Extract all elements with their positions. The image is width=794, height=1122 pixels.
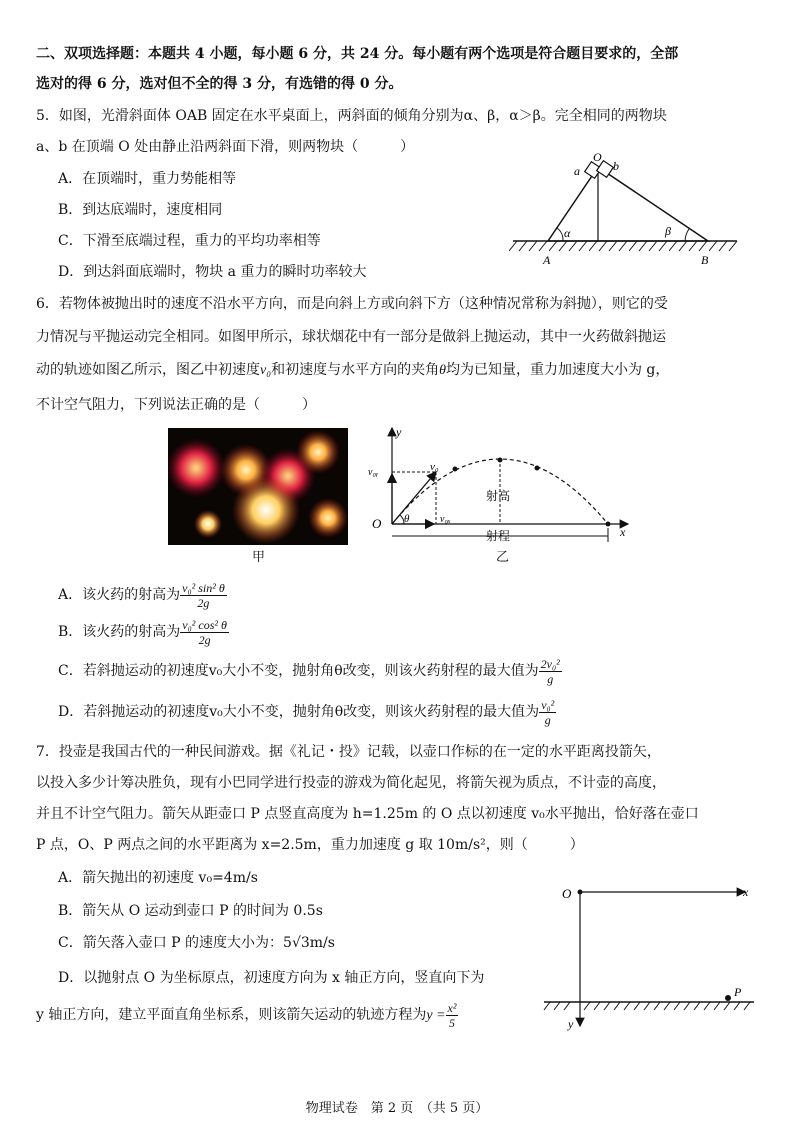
q5-option-b: B．到达底端时，速度相同: [58, 202, 223, 218]
q7-option-d-fraction: [446, 1001, 459, 1030]
q6-option-d-denominator: g: [544, 712, 551, 727]
section-heading-line1: 二、双项选择题：本题共 4 小题，每小题 6 分，共 24 分。每小题有两个选项是符合题目要求的，全部: [36, 46, 679, 62]
q6-option-c: [58, 656, 562, 686]
section-heading-line2: 选对的得 6 分，选对但不全的得 3 分，有选错的得 0 分。: [36, 76, 403, 92]
q7-stem-line4: P 点，O、P 两点之间的水平距离为 x=2.5m，重力加速度 g 取 10m/s²，则（ ）: [36, 837, 584, 853]
q6-option-b-numerator: v₀² cos² θ: [182, 617, 227, 632]
q5-label-beta: β: [665, 224, 671, 238]
q7-label-o: O: [562, 886, 572, 901]
q6-theta-symbol: θ: [439, 363, 446, 378]
fireworks-photo: [168, 428, 348, 545]
q6-option-d-numerator: v₀²: [541, 697, 555, 712]
q6-option-d-fraction: [539, 698, 556, 727]
q6-stem-line3: [36, 360, 669, 381]
q7-option-d-denominator: 5: [449, 1015, 455, 1030]
q7-option-d-line1: D．以抛射点 O 为坐标原点，初速度方向为 x 轴正方向，竖直向下为: [58, 970, 485, 986]
q6-option-c-numerator: 2v₀²: [540, 656, 560, 671]
q6-option-c-text: C．若斜抛运动的初速度v₀大小不变，抛射角θ改变，则该火药射程的最大值为: [58, 663, 539, 679]
q7-coordinate-figure: [540, 876, 760, 1036]
q6-option-a-fraction: [180, 581, 227, 610]
q6-option-a: [58, 580, 227, 610]
q6-option-a-numerator: v₀² sin² θ: [182, 580, 225, 595]
q6-option-d-text: D．若斜抛运动的初速度v₀大小不变，抛射角θ改变，则该火药射程的最大值为: [58, 704, 540, 720]
q6-v0-symbol: v₀: [260, 363, 272, 378]
q6-option-b-fraction: [180, 618, 229, 647]
q6-stem-line2: 力情况与平抛运动完全相同。如图甲所示，球状烟花中有一部分是做斜上抛运动，其中一火药做斜抛运: [36, 329, 666, 345]
q7-option-d-line2: [36, 1000, 458, 1031]
q5-label-a: a: [574, 164, 580, 178]
q6-stem-line3-part1: 动的轨迹如图乙所示，图乙中初速度: [36, 362, 260, 378]
q5-option-d: D．到达斜面底端时，物块 a 重力的瞬时功率较大: [58, 264, 367, 280]
q7-label-p: P: [734, 985, 742, 999]
q6-stem-line4: 不计空气阻力，下列说法正确的是（ ）: [36, 397, 316, 413]
q7-option-b: B．箭矢从 O 运动到壶口 P 的时间为 0.5s: [58, 903, 323, 919]
q6-option-a-denominator: 2g: [197, 595, 210, 610]
q6-option-c-fraction: [539, 657, 562, 686]
q7-stem-line3: 并且不计空气阻力。箭矢从距壶口 P 点竖直高度为 h=1.25m 的 O 点以初速度 v₀水平抛出，恰好落在壶口: [36, 806, 699, 822]
q6-label-y: y: [396, 425, 402, 439]
q7-option-c: C．箭矢落入壶口 P 的速度大小为：5√3m/s: [58, 935, 335, 951]
q6-option-b-denominator: 2g: [198, 632, 211, 647]
q5-label-o: O: [593, 150, 602, 164]
q7-label-x: x: [743, 885, 749, 899]
q6-stem-line3-part3: 均为已知量，重力加速度大小为 g，: [445, 362, 670, 378]
q6-label-origin: O: [372, 516, 382, 531]
q6-option-a-text: A．该火药的射高为: [58, 587, 181, 603]
figure-caption-yi: 乙: [496, 550, 510, 565]
figure-caption-jia: 甲: [252, 550, 266, 565]
q5-option-c: C．下滑至底端过程，重力的平均功率相等: [58, 233, 321, 249]
q7-stem-line1: 7．投壶是我国古代的一种民间游戏。据《礼记・投》记载，以壶口作标的在一定的水平距离投箭矢，: [36, 744, 661, 760]
projectile-diagram: [360, 424, 640, 564]
q6-option-b: [58, 617, 229, 647]
q6-stem-line1: 6．若物体被抛出时的速度不沿水平方向，而是向斜上方或向斜下方（这种情况常称为斜抛），则它的受: [36, 296, 668, 312]
q5-label-b-point: B: [701, 253, 709, 267]
q6-label-x: x: [620, 525, 626, 539]
q5-label-b: b: [613, 159, 619, 173]
q5-stem-line2: a、b 在顶端 O 处由静止沿两斜面下滑，则两物块（ ）: [36, 139, 415, 155]
q6-option-b-text: B．该火药的射高为: [58, 624, 181, 640]
q7-option-d-numerator: x²: [447, 1000, 457, 1015]
q7-option-a: A．箭矢抛出的初速度 v₀=4m/s: [58, 870, 258, 886]
q7-option-d-text: y 轴正方向，建立平面直角坐标系，则该箭矢运动的轨迹方程为: [36, 1007, 427, 1023]
q5-option-a: A．在顶端时，重力势能相等: [58, 171, 237, 187]
q7-label-y: y: [568, 1017, 574, 1031]
q7-equation-lhs: y =: [426, 1008, 446, 1023]
q6-label-v0: v₀: [430, 461, 439, 473]
page-footer: 物理试卷 第 2 页 （共 5 页）: [305, 1101, 489, 1116]
q5-label-a-point: A: [543, 253, 551, 267]
q6-label-v0y: v₀ᵧ: [368, 467, 379, 478]
q6-label-v0x: v₀ₓ: [440, 514, 451, 525]
q6-option-c-denominator: g: [547, 671, 554, 686]
q5-incline-figure: [505, 148, 745, 273]
q6-label-theta: θ: [404, 513, 410, 525]
q5-label-alpha: α: [564, 226, 571, 240]
q6-option-d: [58, 697, 556, 727]
q6-stem-line3-part2: 和初速度与水平方向的夹角: [271, 362, 440, 378]
q6-label-height: 射高: [486, 489, 511, 503]
q6-label-range: 射程: [486, 529, 511, 543]
q5-stem-line1: 5．如图，光滑斜面体 OAB 固定在水平桌面上，两斜面的倾角分别为α、β，α＞β。完全相同的两物块: [36, 108, 667, 124]
q7-stem-line2: 以投入多少计筹决胜负，现有小巴同学进行投壶的游戏为简化起见，将箭矢视为质点，不计壶的高度，: [36, 775, 666, 791]
